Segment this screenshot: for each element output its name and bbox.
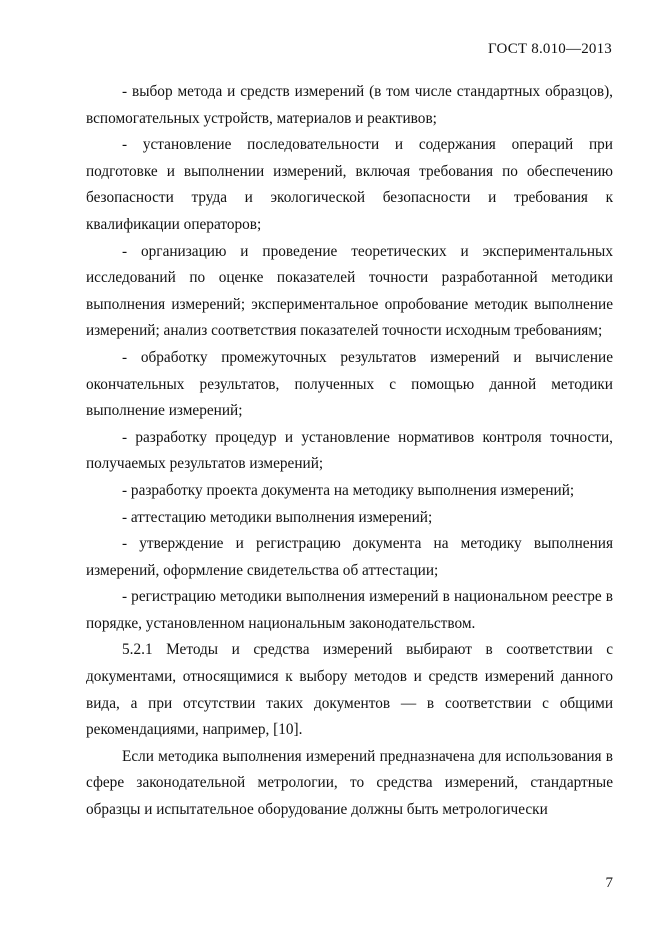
document-body — [86, 79, 613, 824]
legal-metrology-paragraph: Если методика выполнения измерений предназначена для использования в сфере законодательной метрологии, то средства измерений, стандартные образцы и испытательное оборудование должны быть метрологически — [86, 747, 613, 819]
list-item-draft-document: - разработку проекта документа на методику выполнения измерений; — [122, 481, 575, 499]
list-item-national-register: - регистрацию методики выполнения измерений в национальном реестре в порядке, установленном национальным законодательством. — [86, 588, 613, 632]
list-item-method-selection: - выбор метода и средств измерений (в том числе стандартных образцов), вспомогательных устройств, материалов и реактивов; — [86, 83, 613, 127]
page-number: 7 — [605, 875, 613, 891]
list-item-attestation: - аттестацию методики выполнения измерений; — [122, 508, 433, 526]
list-item-result-processing: - обработку промежуточных результатов измерений и вычисление окончательных результатов, полученных с помощью данной методики выполнение измерений; — [86, 348, 613, 420]
list-item-approval-registration: - утверждение и регистрацию документа на методику выполнения измерений, оформление свидетельства об аттестации; — [86, 535, 613, 579]
list-item-research: - организацию и проведение теоретических и экспериментальных исследований по оценке показателей точности разработанной методики выполнения измерений; экспериментальное опробование методик выполнение измерений; анализ соответствия показателей точности исходным требованиям; — [86, 242, 613, 340]
document-code-header: ГОСТ 8.010—2013 — [488, 41, 612, 57]
list-item-control-procedures: - разработку процедур и установление нормативов контроля точности, получаемых результатов измерений; — [86, 428, 613, 473]
list-item-operations-sequence: - установление последовательности и содержания операций при подготовке и выполнении измерений, включая требования по обеспечению безопасности труда и экологической безопасности и требования к квалификации операторов; — [86, 136, 613, 233]
section-5-2-1-paragraph: 5.2.1 Методы и средства измерений выбирают в соответствии с документами, относящимися к выбору методов и средств измерений данного вида, а при отсутствии таких документов — в соответствии с общими рекомендациями, например, [10]. — [86, 641, 613, 739]
